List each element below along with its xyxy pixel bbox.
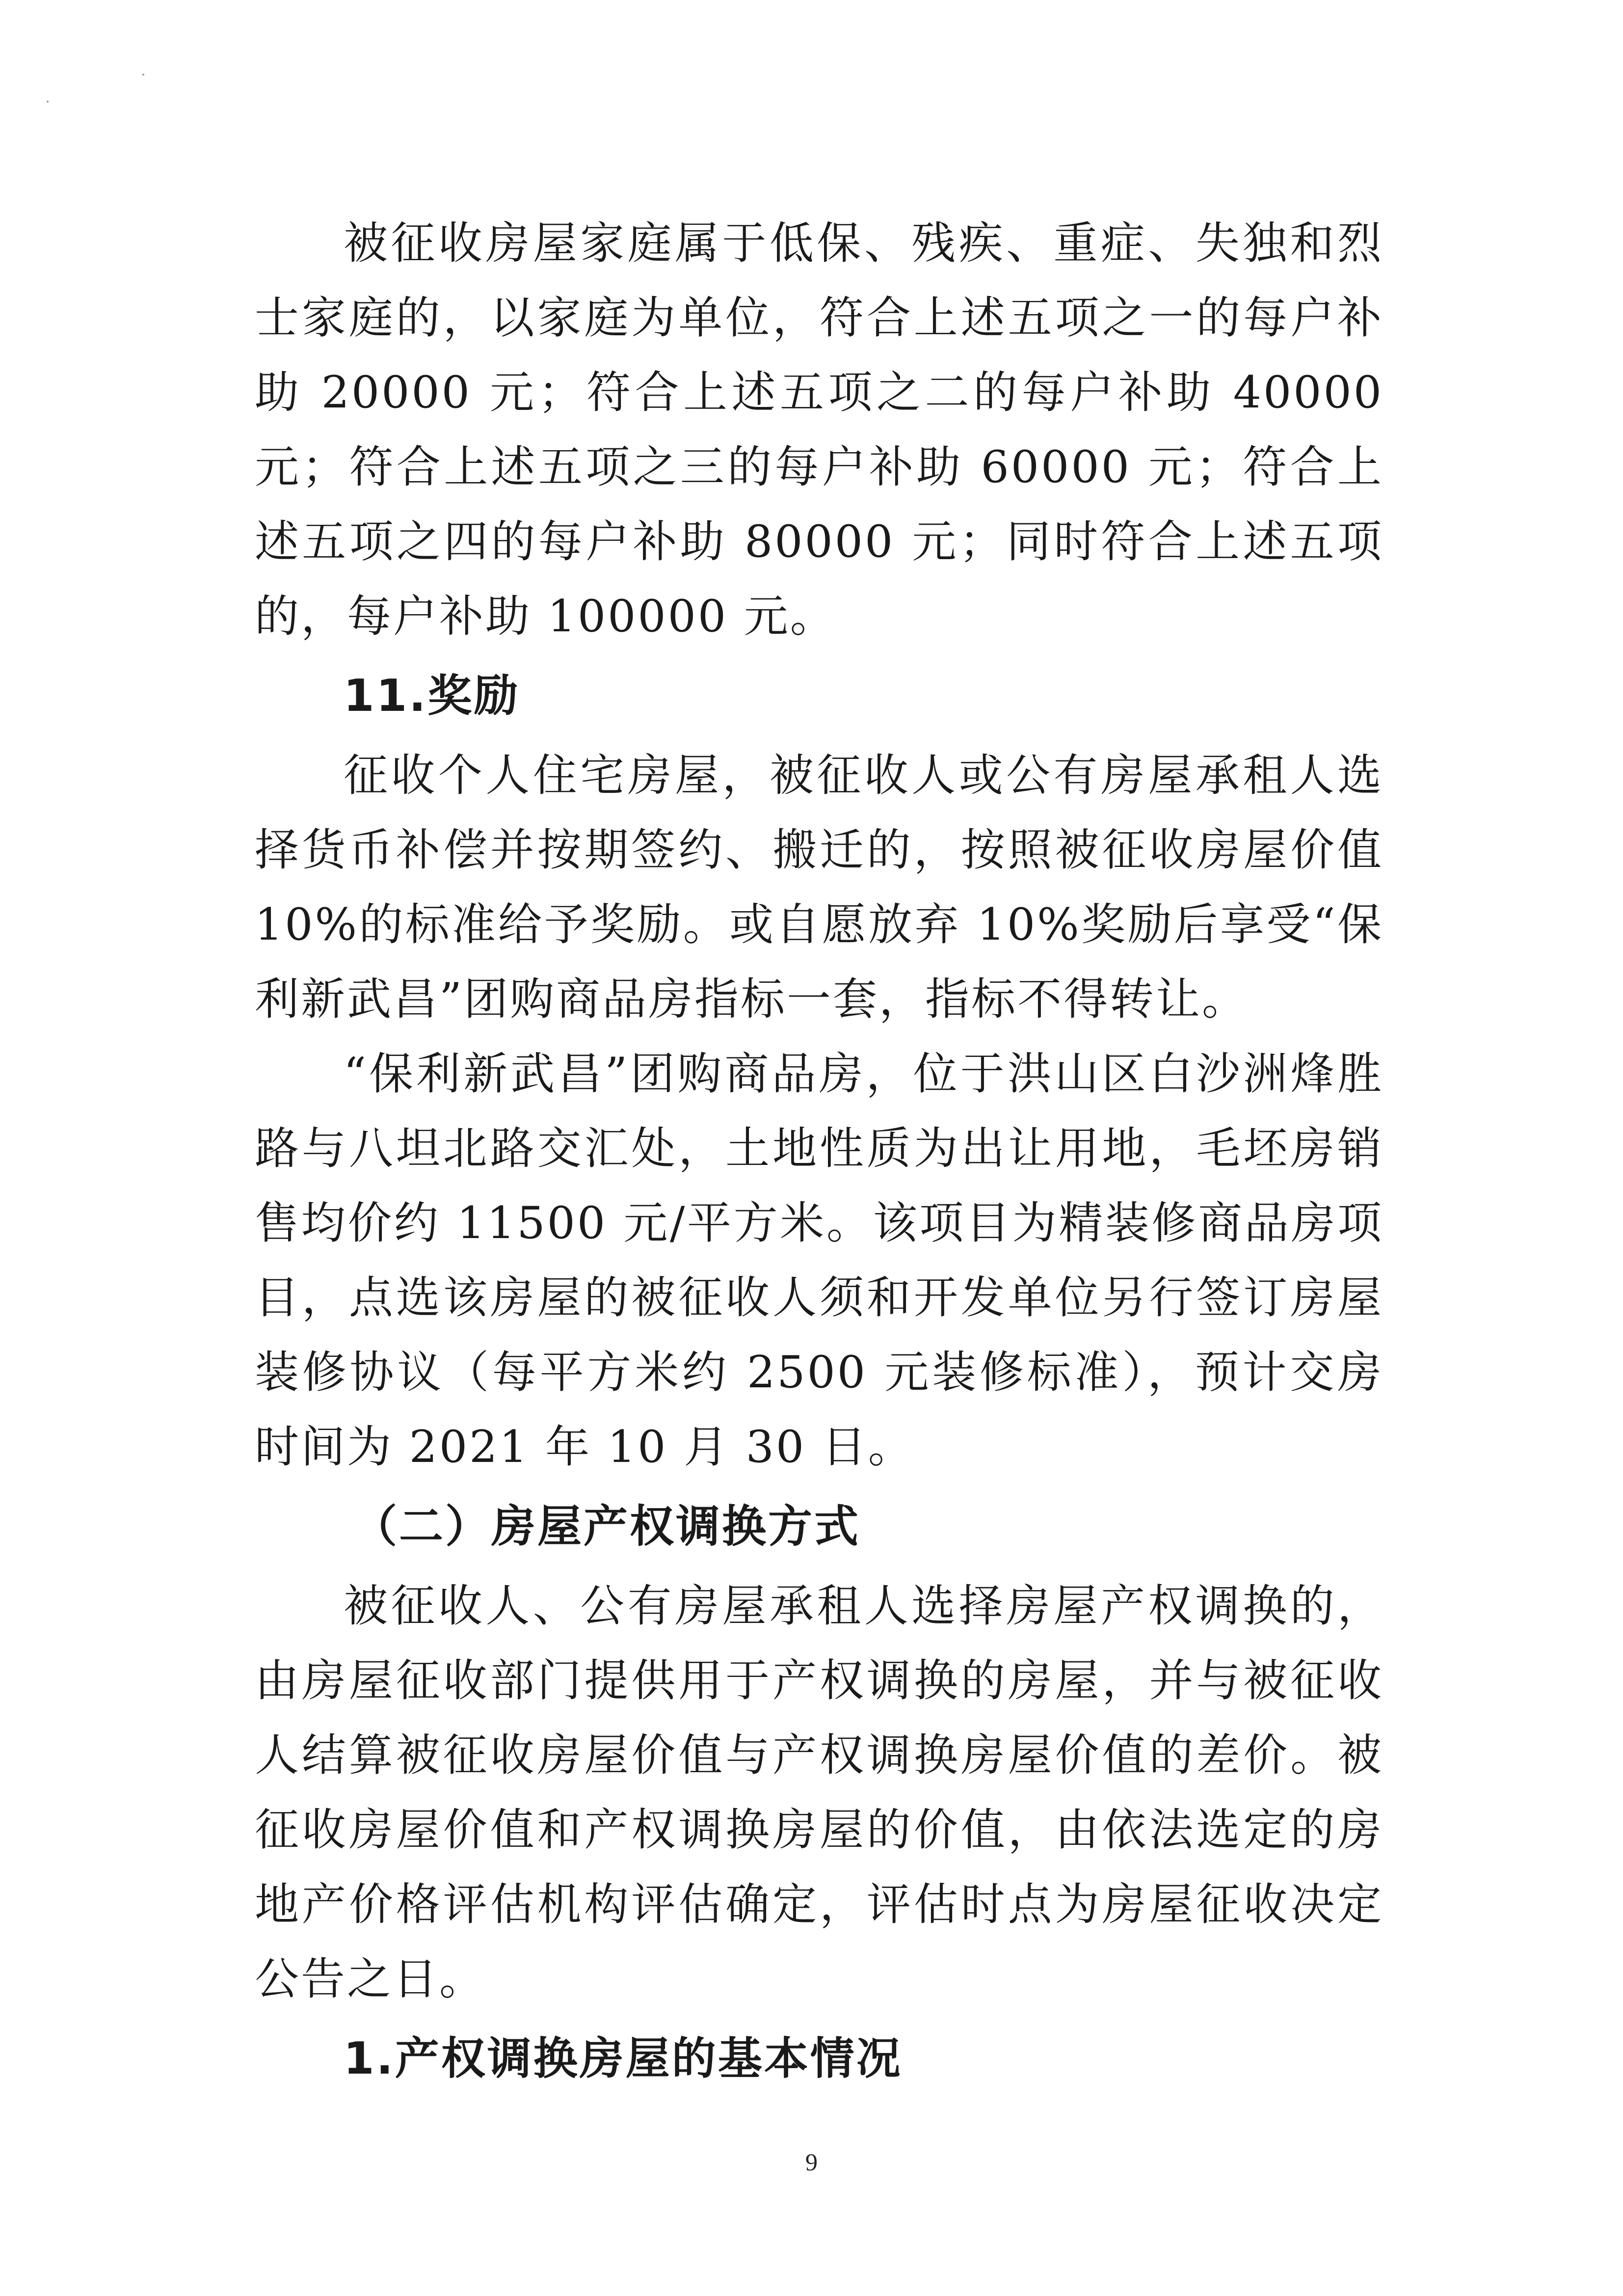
heading-exchange-basics: 1.产权调换房屋的基本情况 (344, 2033, 903, 2084)
paragraph-reward: 征收个人住宅房屋，被征收人或公有房屋承租人选择货币补偿并按期签约、搬迁的，按照被征收房屋价值 10%的标准给予奖励。或自愿放弃 10%奖励后享受“保利新武昌”团购商品房指标一套，指标不得转让。 (255, 750, 1384, 1025)
scan-mark (47, 101, 49, 103)
page-number: 9 (805, 2148, 818, 2176)
document-body (255, 206, 1384, 2101)
heading-reward: 11.奖励 (344, 670, 520, 722)
heading-property-exchange: （二）房屋产权调换方式 (353, 1501, 860, 1552)
paragraph-property-exchange: 被征收人、公有房屋承租人选择房屋产权调换的，由房屋征收部门提供用于产权调换的房屋，并与被征收人结算被征收房屋价值与产权调换房屋价值的差价。被征收房屋价值和产权调换房屋的价值，由依法选定的房地产价格评估机构评估确定，评估时点为房屋征收决定公告之日。 (255, 1580, 1384, 2005)
scan-mark (142, 74, 144, 76)
paragraph-subsidy: 被征收房屋家庭属于低保、残疾、重症、失独和烈士家庭的，以家庭为单位，符合上述五项之一的每户补助 20000 元；符合上述五项之二的每户补助 40000 元；符合上述五项之三的每户补助 60000 元；符合上述五项之四的每户补助 80000 元；同时符合上述五项的，每户补助 100000 元。 (255, 217, 1384, 642)
paragraph-housing-project: “保利新武昌”团购商品房，位于洪山区白沙洲烽胜路与八坦北路交汇处，土地性质为出让用地，毛坯房销售均价约 11500 元/平方米。该项目为精装修商品房项目，点选该房屋的被征收人须和开发单位另行签订房屋装修协议（每平方米约 2500 元装修标准），预计交房时间为 2021 年 10 月 30 日。 (255, 1048, 1384, 1473)
